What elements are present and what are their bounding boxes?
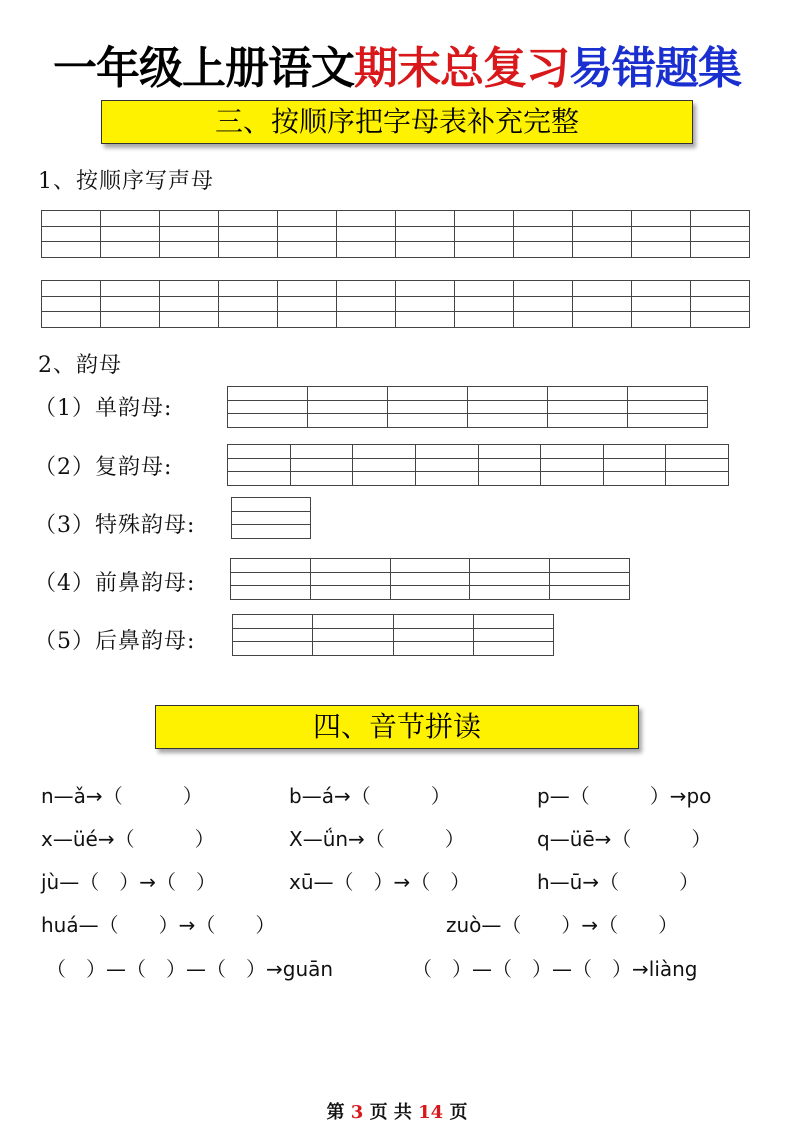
- pinyin-item[interactable]: jù—（ ）→（ ）: [41, 870, 216, 894]
- writing-cell[interactable]: [627, 387, 707, 427]
- writing-cell[interactable]: [100, 281, 159, 327]
- writing-cell[interactable]: [603, 445, 666, 485]
- writing-cell[interactable]: [290, 445, 353, 485]
- front-nasal-label: （4）前鼻韵母:: [34, 571, 196, 596]
- initials-grid-row-2[interactable]: [41, 280, 750, 328]
- section4-heading: 四、音节拼读: [155, 705, 639, 749]
- page-number: 3: [350, 1102, 364, 1123]
- pinyin-item[interactable]: huá—（ ）→（ ）: [41, 913, 276, 937]
- writing-cell[interactable]: [467, 387, 547, 427]
- writing-cell[interactable]: [395, 281, 454, 327]
- pinyin-item[interactable]: q—üē→（ ）: [537, 827, 712, 851]
- simple-finals-label: （1）单韵母:: [34, 396, 173, 421]
- writing-cell[interactable]: [277, 281, 336, 327]
- title-part-2: 期末总复习: [354, 43, 569, 94]
- back-nasal-grid[interactable]: [232, 614, 554, 656]
- writing-cell[interactable]: [473, 615, 553, 655]
- writing-cell[interactable]: [218, 211, 277, 257]
- compound-finals-grid[interactable]: [227, 444, 729, 486]
- pinyin-item[interactable]: X—ǘn→（ ）: [289, 827, 465, 851]
- writing-cell[interactable]: [277, 211, 336, 257]
- writing-cell[interactable]: [159, 211, 218, 257]
- writing-cell[interactable]: [631, 281, 690, 327]
- writing-cell[interactable]: [631, 211, 690, 257]
- footer-pre: 第: [326, 1102, 345, 1123]
- writing-cell[interactable]: [665, 445, 728, 485]
- pinyin-item[interactable]: n—ǎ→（ ）: [41, 784, 203, 808]
- page-footer: [0, 1098, 794, 1124]
- pinyin-item[interactable]: h—ū→（ ）: [537, 870, 700, 894]
- writing-cell[interactable]: [690, 211, 749, 257]
- pinyin-item[interactable]: x—üé→（ ）: [41, 827, 215, 851]
- writing-cell[interactable]: [547, 387, 627, 427]
- initials-grid-row-1[interactable]: [41, 210, 750, 258]
- special-final-label: （3）特殊韵母:: [34, 513, 196, 538]
- writing-cell[interactable]: [231, 559, 310, 599]
- special-final-grid[interactable]: [231, 497, 311, 539]
- title-part-3: 易错题集: [569, 43, 741, 94]
- writing-cell[interactable]: [336, 211, 395, 257]
- writing-cell[interactable]: [395, 211, 454, 257]
- pinyin-item[interactable]: xū—（ ）→（ ）: [289, 870, 471, 894]
- writing-cell[interactable]: [159, 281, 218, 327]
- back-nasal-label: （5）后鼻韵母:: [34, 629, 196, 654]
- writing-cell[interactable]: [352, 445, 415, 485]
- writing-cell[interactable]: [572, 211, 631, 257]
- writing-cell[interactable]: [312, 615, 392, 655]
- writing-cell[interactable]: [310, 559, 390, 599]
- writing-cell[interactable]: [540, 445, 603, 485]
- simple-finals-grid[interactable]: [227, 386, 708, 428]
- pinyin-item[interactable]: （ ）—（ ）—（ ）→liàng: [412, 957, 698, 981]
- writing-cell[interactable]: [454, 281, 513, 327]
- question-1-label: 1、按顺序写声母: [38, 169, 214, 194]
- front-nasal-grid[interactable]: [230, 558, 630, 600]
- writing-cell[interactable]: [228, 445, 290, 485]
- compound-finals-label: （2）复韵母:: [34, 455, 173, 480]
- writing-cell[interactable]: [513, 211, 572, 257]
- writing-cell[interactable]: [393, 615, 473, 655]
- writing-cell[interactable]: [307, 387, 387, 427]
- writing-cell[interactable]: [42, 281, 100, 327]
- pinyin-item[interactable]: b—á→（ ）: [289, 784, 451, 808]
- writing-cell[interactable]: [336, 281, 395, 327]
- title-part-1: 一年级上册语文: [53, 43, 354, 94]
- writing-cell[interactable]: [415, 445, 478, 485]
- writing-cell[interactable]: [454, 211, 513, 257]
- writing-cell[interactable]: [549, 559, 629, 599]
- section3-heading: 三、按顺序把字母表补充完整: [101, 100, 693, 144]
- writing-cell[interactable]: [513, 281, 572, 327]
- writing-cell[interactable]: [228, 387, 307, 427]
- writing-cell[interactable]: [42, 211, 100, 257]
- writing-cell[interactable]: [390, 559, 470, 599]
- writing-cell[interactable]: [572, 281, 631, 327]
- writing-cell[interactable]: [232, 498, 310, 538]
- footer-mid: 页 共: [369, 1102, 412, 1123]
- writing-cell[interactable]: [469, 559, 549, 599]
- writing-cell[interactable]: [233, 615, 312, 655]
- pinyin-item[interactable]: zuò—（ ）→（ ）: [446, 913, 679, 937]
- page-title: [0, 38, 794, 100]
- writing-cell[interactable]: [100, 211, 159, 257]
- question-2-label: 2、韵母: [38, 353, 122, 378]
- writing-cell[interactable]: [690, 281, 749, 327]
- pinyin-item[interactable]: （ ）—（ ）—（ ）→guān: [46, 957, 334, 981]
- pinyin-item[interactable]: p—（ ）→po: [537, 784, 712, 808]
- writing-cell[interactable]: [387, 387, 467, 427]
- total-pages: 14: [418, 1102, 444, 1123]
- footer-post: 页: [449, 1102, 468, 1123]
- writing-cell[interactable]: [478, 445, 541, 485]
- writing-cell[interactable]: [218, 281, 277, 327]
